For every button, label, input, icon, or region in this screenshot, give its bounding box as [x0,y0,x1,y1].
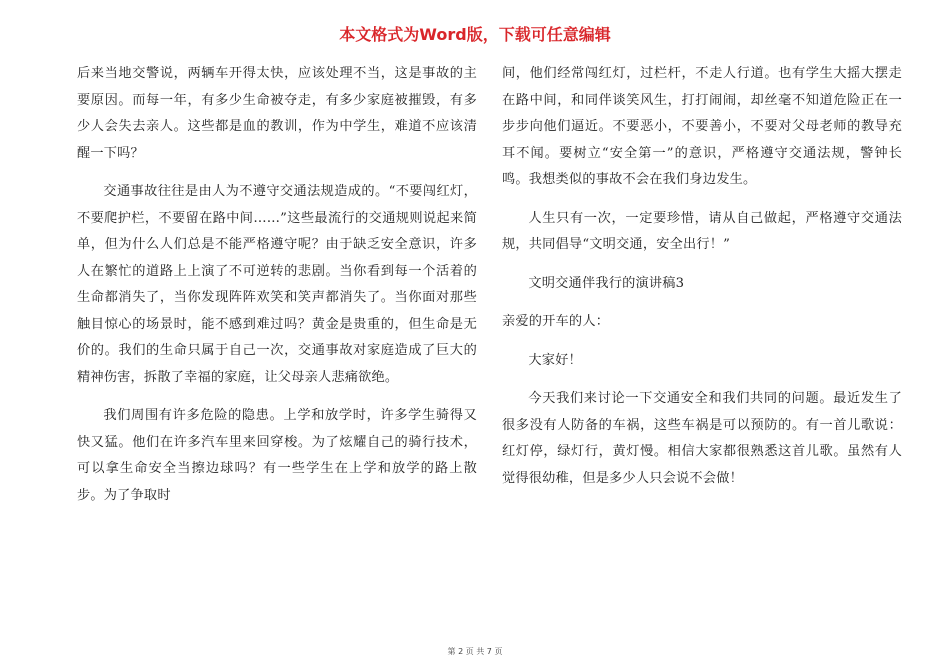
paragraph-continuation: 后来当地交警说，两辆车开得太快，应该处理不当，这是事故的主要原因。而每一年，有多少生命被夺走，有多少家庭被摧毁，有多少人会失去亲人。这些都是血的教训，作为中学生，难道不应该清醒一下吗？ [77,66,477,161]
left-column [77,61,477,521]
right-column [502,61,902,504]
paragraph: 我们周围有许多危险的隐患。上学和放学时，许多学生骑得又快又猛。他们在许多汽车里来回穿梭。为了炫耀自己的骑行技术，可以拿生命安全当擦边球吗？有一些学生在上学和放学的路上散步。为了争取时 [77,408,477,503]
salutation: 亲爱的开车的人： [502,314,610,329]
paragraph: 人生只有一次，一定要珍惜，请从自己做起，严格遵守交通法规，共同倡导“文明交通，安全出行！” [502,210,902,252]
paragraph: 交通事故往往是由人为不遵守交通法规造成的。“不要闯红灯，不要爬护栏，不要留在路中间……”这些最流行的交通规则说起来简单，但为什么人们总是不能严格遵守呢？由于缺乏安全意识，许多人在繁忙的道路上上演了不可逆转的悲剧。当你看到每一个活着的生命都消失了，当你发现阵阵欢笑和笑声都消失了。当你面对那些触目惊心的场景时，能不感到难过吗？黄金是贵重的，但生命是无价的。我们的生命只属于自己一次，交通事故对家庭造成了巨大的精神伤害，拆散了幸福的家庭，让父母亲人悲痛欲绝。 [77,184,477,385]
document-header-title: 本文格式为Word版，下载可任意编辑 [339,25,611,44]
page-number-footer: 第 2 页 共 7 页 [447,647,503,656]
greeting: 大家好！ [528,352,582,368]
section-title: 文明交通伴我行的演讲稿3 [528,275,685,291]
paragraph-continuation: 间，他们经常闯红灯，过栏杆，不走人行道。也有学生大摇大摆走在路中间，和同伴谈笑风生，打打闹闹，却丝毫不知道危险正在一步步向他们逼近。不要恶小，不要善小，不要对父母老师的教导充耳不闻。要树立“安全第一”的意识，严格遵守交通法规，警钟长鸣。我想类似的事故不会在我们身边发生。 [502,66,902,187]
paragraph: 今天我们来讨论一下交通安全和我们共同的问题。最近发生了很多没有人防备的车祸，这些车祸是可以预防的。有一首儿歌说：红灯停，绿灯行，黄灯慢。相信大家都很熟悉这首儿歌。虽然有人觉得很幼稚，但是多少人只会说不会做！ [502,391,902,486]
